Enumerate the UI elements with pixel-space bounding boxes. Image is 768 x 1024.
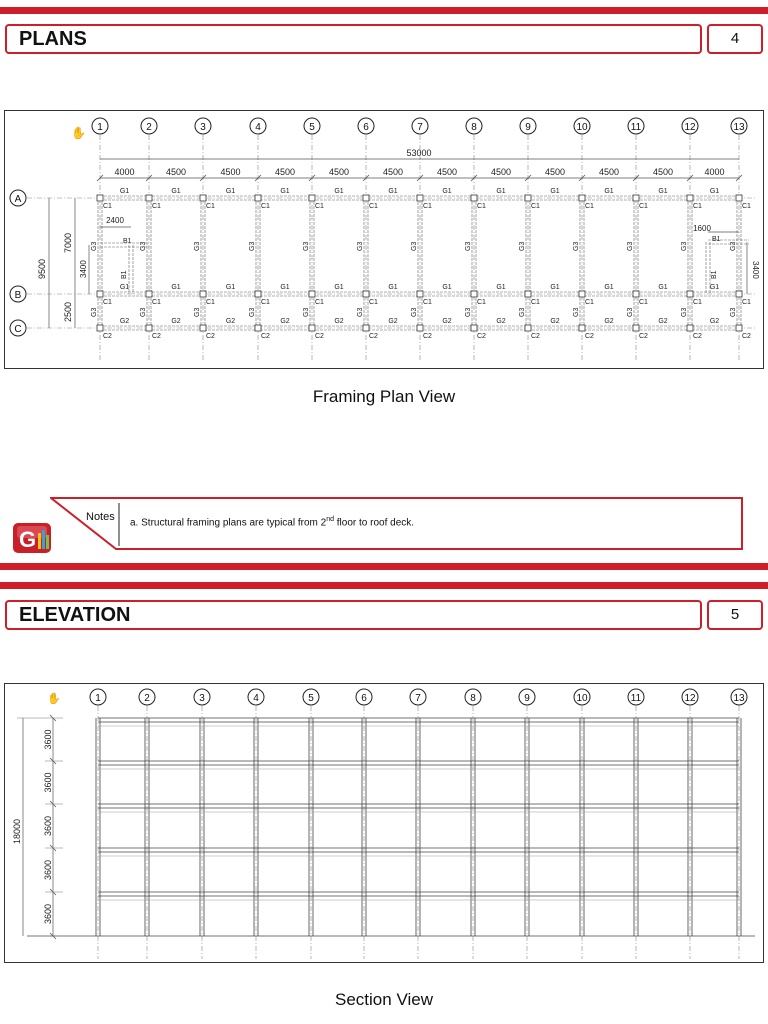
column <box>579 325 585 331</box>
elevation-header <box>5 600 702 630</box>
grid-label: 13 <box>733 693 745 704</box>
bay-dim-label: 4000 <box>114 167 135 177</box>
column-label-c1: C1 <box>585 203 594 210</box>
grid-label: 1 <box>97 122 103 133</box>
beam-label-g1: G1 <box>604 188 614 195</box>
column <box>200 195 206 201</box>
beam-label-g1: G1 <box>334 284 344 291</box>
beam-label-g3: G3 <box>91 241 98 251</box>
row-label: B <box>14 290 22 301</box>
column <box>309 325 315 331</box>
grid-label: 1 <box>95 693 101 704</box>
column-label-c1: C1 <box>585 299 594 306</box>
beam-label-g2: G2 <box>496 318 506 325</box>
column <box>200 291 206 297</box>
column-label-c1: C1 <box>693 203 702 210</box>
bay-dim-label: 4500 <box>220 167 241 177</box>
grid-label: 3 <box>199 693 205 704</box>
grid-label: 4 <box>253 693 259 704</box>
grid-label: 12 <box>684 693 696 704</box>
column-label-c1: C1 <box>639 299 648 306</box>
beam-label-g1: G1 <box>225 284 236 291</box>
beam-label-g3: G3 <box>303 241 310 251</box>
bay-dim-label: 4500 <box>652 167 674 177</box>
bay-dim-label: 4500 <box>544 167 566 177</box>
beam-label-g3: G3 <box>573 307 580 317</box>
column <box>417 291 423 297</box>
beam-label-g2: G2 <box>709 318 720 325</box>
notes-text-before: a. Structural framing plans are typical from 2 <box>130 517 327 529</box>
beam-label-b1: B1 <box>711 270 718 279</box>
beam-label-g3: G3 <box>194 307 201 317</box>
plans-header <box>5 24 702 54</box>
grid-label: 12 <box>684 122 696 133</box>
beam-label-g3: G3 <box>303 307 310 317</box>
column-label-c1: C1 <box>693 299 702 306</box>
beam-label-b1: B1 <box>712 236 721 243</box>
elevation-svg <box>5 684 763 962</box>
column-label-c1: C1 <box>639 203 648 210</box>
beam-label-g3: G3 <box>357 307 364 317</box>
beam-label-g3: G3 <box>465 241 472 251</box>
plans-caption: Framing Plan View <box>312 387 456 406</box>
column-label-c2: C2 <box>693 333 702 340</box>
beam-label-g1: G1 <box>604 284 614 291</box>
notes-label: Notes <box>86 511 115 523</box>
beam-label-g1: G1 <box>171 188 181 195</box>
column-label-c1: C1 <box>423 299 432 306</box>
story-dim-label: 3600 <box>43 903 53 924</box>
column <box>97 291 103 297</box>
beam-label-g1: G1 <box>442 284 452 291</box>
grid-label: 11 <box>630 122 642 133</box>
column <box>471 291 477 297</box>
left-dim-ab: 7000 <box>63 232 73 253</box>
column-label-c2: C2 <box>585 333 594 340</box>
story-dim-label: 3600 <box>43 859 53 880</box>
logo-icon <box>11 517 55 555</box>
column-label-c2: C2 <box>531 333 540 340</box>
notes-superscript: nd <box>326 516 334 523</box>
column <box>97 195 103 201</box>
beam-label-g2: G2 <box>171 318 181 325</box>
row-label: C <box>14 324 22 335</box>
grid-label: 8 <box>471 122 477 133</box>
beam-label-g1: G1 <box>658 188 668 195</box>
beam-label-g1: G1 <box>550 284 560 291</box>
column-label-c1: C1 <box>423 203 432 210</box>
beam-label-g3: G3 <box>249 307 256 317</box>
column <box>417 325 423 331</box>
grid-label: 5 <box>308 693 314 704</box>
column <box>309 291 315 297</box>
beam-label-g1: G1 <box>658 284 668 291</box>
left-dim-bc: 2500 <box>63 301 73 322</box>
bay-dim-label: 4500 <box>328 167 350 177</box>
grid-label: 11 <box>630 693 642 704</box>
bay-dim-label: 4500 <box>490 167 512 177</box>
beam-label-g3: G3 <box>519 307 526 317</box>
column-label-c2: C2 <box>103 333 112 340</box>
column-label-c1: C1 <box>742 299 751 306</box>
beam-label-g3: G3 <box>411 307 418 317</box>
column <box>97 325 103 331</box>
elevation-page-number: 5 <box>707 600 763 630</box>
column-label-c2: C2 <box>261 333 270 340</box>
column-label-c1: C1 <box>103 299 112 306</box>
column <box>687 291 693 297</box>
grid-label: 2 <box>144 693 150 704</box>
beam-label-g1: G1 <box>280 284 290 291</box>
column-label-c1: C1 <box>261 203 270 210</box>
beam-label-g1: G1 <box>119 188 130 195</box>
beam-label-b1: B1 <box>121 270 128 279</box>
beam-label-g3: G3 <box>249 241 256 251</box>
bay-dim-label: 4500 <box>274 167 296 177</box>
beam-label-g1: G1 <box>119 284 130 291</box>
column <box>255 325 261 331</box>
beam-label-g3: G3 <box>91 307 98 317</box>
beam-label-g1: G1 <box>496 188 506 195</box>
beam-label-g2: G2 <box>388 318 398 325</box>
plans-title: PLANS <box>19 28 87 50</box>
grid-label: 10 <box>576 693 588 704</box>
hand-icon: ✋ <box>71 126 86 140</box>
beam-label-g3: G3 <box>730 307 737 317</box>
column-label-c1: C1 <box>531 299 540 306</box>
grid-label: 10 <box>576 122 588 133</box>
grid-label: 4 <box>255 122 261 133</box>
column-label-c2: C2 <box>315 333 324 340</box>
column-label-c1: C1 <box>477 299 486 306</box>
grid-label: 8 <box>470 693 476 704</box>
column-label-c1: C1 <box>369 203 378 210</box>
column-label-c1: C1 <box>315 299 324 306</box>
beam-label-g1: G1 <box>709 284 720 291</box>
beam-label-g3: G3 <box>519 241 526 251</box>
column <box>736 195 742 201</box>
beam-label-g2: G2 <box>119 318 130 325</box>
grid-label: 7 <box>417 122 423 133</box>
bay-dim-label: 4500 <box>436 167 458 177</box>
beam-label-g1: G1 <box>709 188 720 195</box>
beam-label-g3: G3 <box>194 241 201 251</box>
grid-label: 6 <box>361 693 367 704</box>
bay-dim-label: 4500 <box>382 167 404 177</box>
notes-text <box>130 516 414 528</box>
column-label-c1: C1 <box>152 203 161 210</box>
beam-label-g3: G3 <box>681 307 688 317</box>
column <box>525 195 531 201</box>
beam-label-g3: G3 <box>140 241 147 251</box>
beam-label-g1: G1 <box>388 188 398 195</box>
column-label-c1: C1 <box>477 203 486 210</box>
bay-dim-label: 4500 <box>598 167 620 177</box>
elevation-drawing <box>4 683 764 963</box>
beam-label-g2: G2 <box>604 318 614 325</box>
beam-label-g2: G2 <box>442 318 452 325</box>
story-dim-label: 3600 <box>43 729 53 750</box>
grid-label: 2 <box>146 122 152 133</box>
column <box>146 195 152 201</box>
column-label-c2: C2 <box>477 333 486 340</box>
column-label-c1: C1 <box>152 299 161 306</box>
beam-label-b1: B1 <box>123 238 132 245</box>
column <box>255 195 261 201</box>
column <box>363 325 369 331</box>
beam-label-g1: G1 <box>225 188 236 195</box>
beam-label-g3: G3 <box>627 241 634 251</box>
column <box>633 325 639 331</box>
beam-label-g1: G1 <box>334 188 344 195</box>
middle-red-bar-2 <box>0 582 768 589</box>
beam-label-g3: G3 <box>140 307 147 317</box>
beam-label-g3: G3 <box>465 307 472 317</box>
column-label-c1: C1 <box>206 299 215 306</box>
framing-plan-svg <box>5 111 763 368</box>
beam-label-g1: G1 <box>496 284 506 291</box>
detail-dim-right: 1600 <box>693 224 711 233</box>
grid-label: 6 <box>363 122 369 133</box>
left-dim-total: 9500 <box>37 258 47 279</box>
beam-label-g1: G1 <box>280 188 290 195</box>
total-height-label: 18000 <box>12 818 22 844</box>
column <box>736 291 742 297</box>
column <box>525 291 531 297</box>
beam-label-g1: G1 <box>442 188 452 195</box>
grid-label: 9 <box>524 693 530 704</box>
column <box>736 325 742 331</box>
grid-label: 3 <box>200 122 206 133</box>
beam-label-g2: G2 <box>334 318 344 325</box>
detail-dim-left: 2400 <box>106 216 124 225</box>
column-label-c1: C1 <box>369 299 378 306</box>
beam-label-g3: G3 <box>357 241 364 251</box>
bay-dim-label: 4500 <box>165 167 187 177</box>
column <box>417 195 423 201</box>
column-label-c1: C1 <box>531 203 540 210</box>
column <box>200 325 206 331</box>
column <box>146 291 152 297</box>
column <box>633 195 639 201</box>
top-red-bar <box>0 7 768 14</box>
grid-label: 7 <box>415 693 421 704</box>
column <box>471 325 477 331</box>
beam-label-g2: G2 <box>658 318 668 325</box>
beam-label-g1: G1 <box>171 284 181 291</box>
column <box>525 325 531 331</box>
beam-label-g3: G3 <box>411 241 418 251</box>
column <box>146 325 152 331</box>
column <box>471 195 477 201</box>
notes-text-after: floor to roof deck. <box>334 517 415 529</box>
beam-label-g2: G2 <box>225 318 236 325</box>
column <box>309 195 315 201</box>
detail-dim-right-vertical: 3400 <box>751 261 760 279</box>
column-label-c2: C2 <box>152 333 161 340</box>
column-label-c2: C2 <box>206 333 215 340</box>
bay-dim-label: 4000 <box>704 167 725 177</box>
column-label-c1: C1 <box>206 203 215 210</box>
column-label-c2: C2 <box>369 333 378 340</box>
plans-page-number: 4 <box>707 24 763 54</box>
overall-dim-label: 53000 <box>406 148 432 158</box>
hand-icon: ✋ <box>47 693 61 705</box>
story-dim-label: 3600 <box>43 815 53 836</box>
grid-label: 13 <box>733 122 745 133</box>
column <box>255 291 261 297</box>
story-dim-label: 3600 <box>43 772 53 793</box>
column <box>687 325 693 331</box>
column-label-c2: C2 <box>423 333 432 340</box>
framing-plan-drawing <box>4 110 764 369</box>
beam-label-g3: G3 <box>573 241 580 251</box>
svg-text:G: G <box>19 527 37 552</box>
column <box>579 195 585 201</box>
grid-label: 9 <box>525 122 531 133</box>
column <box>633 291 639 297</box>
column-label-c2: C2 <box>742 333 751 340</box>
row-label: A <box>14 194 22 205</box>
beam-label-g1: G1 <box>388 284 398 291</box>
column-label-c1: C1 <box>315 203 324 210</box>
column-label-c1: C1 <box>261 299 270 306</box>
beam-label-g3: G3 <box>681 241 688 251</box>
column-label-c2: C2 <box>639 333 648 340</box>
elevation-title: ELEVATION <box>19 604 131 626</box>
grid-label: 5 <box>309 122 315 133</box>
column <box>687 195 693 201</box>
column-label-c1: C1 <box>103 203 112 210</box>
elevation-caption: Section View <box>335 990 433 1009</box>
beam-label-g1: G1 <box>550 188 560 195</box>
left-dim-sub: 3400 <box>79 260 88 278</box>
column <box>579 291 585 297</box>
beam-label-g2: G2 <box>550 318 560 325</box>
beam-label-g2: G2 <box>280 318 290 325</box>
column-label-c1: C1 <box>742 203 751 210</box>
column <box>363 291 369 297</box>
beam-label-g3: G3 <box>730 241 737 251</box>
middle-red-bar <box>0 563 768 570</box>
beam-label-g3: G3 <box>627 307 634 317</box>
column <box>363 195 369 201</box>
